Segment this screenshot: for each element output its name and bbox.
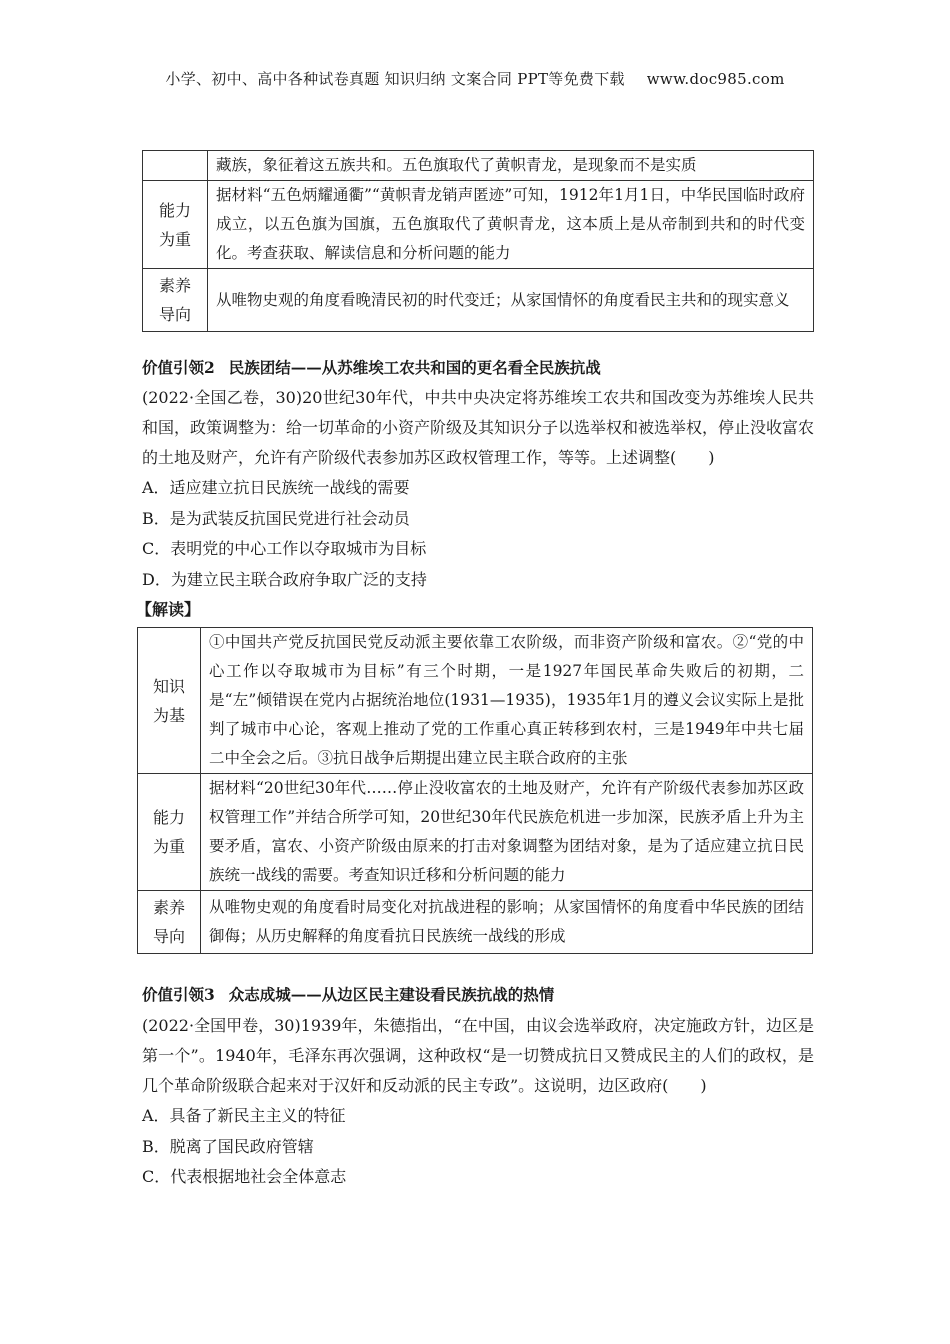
question-stem: (2022·全国乙卷，30)20世纪30年代，中共中央决定将苏维埃工农共和国改变为苏维埃人民共和国，政策调整为：给一切革命的小资产阶级及其知识分子以选举权和被选举权，停止没收富农的土地及财产，允许有产阶级代表参加苏区政权管理工作，等等。上述调整( ) [142,388,815,467]
table-cell-text: 从唯物史观的角度看晚清民初的时代变迁；从家国情怀的角度看民主共和的现实意义 [208,269,814,332]
option-c: C．表明党的中心工作以夺取城市为目标 [142,539,427,558]
table-cell-text: 据材料“20世纪30年代……停止没收富农的土地及财产，允许有产阶级代表参加苏区政权管理工作”并结合所学可知，20世纪30年代民族危机进一步加深，民族矛盾上升为主要矛盾，富农、小资产阶级由原来的打击对象调整为团结对象，是为了适应建立抗日民族统一战线的需要。考查知识迁移和分析问题的能力 [201,774,813,891]
table-row [138,891,813,954]
row-label-line: 素养 [152,898,185,917]
question2 [142,383,814,595]
table-row [143,151,814,181]
row-label-line: 为重 [152,837,185,856]
row-label [143,269,208,332]
page-header [0,68,950,89]
table-cell-empty [143,151,208,181]
table-row [138,774,813,891]
section-title [142,984,814,1006]
row-label-line: 能力 [158,200,191,220]
row-label-line: 素养 [158,276,191,295]
option-a: A．适应建立抗日民族统一战线的需要 [142,478,410,497]
row-label [138,628,201,774]
section3 [142,984,814,1006]
header-text: 小学、初中、高中各种试卷真题 知识归纳 文案合同 PPT等免费下载 [165,70,625,88]
row-label-line: 为基 [152,705,185,725]
table-cell-text: 据材料“五色炳耀通衢”“黄帜青龙销声匿迹”可知，1912年1月1日，中华民国临时政府成立，以五色旗为国旗，五色旗取代了黄帜青龙，这本质上是从帝制到共和的时代变化。考查获取、解读信息和分析问题的能力 [208,181,814,269]
row-label-line: 能力 [152,808,185,827]
table1 [142,150,814,332]
row-label-line: 导向 [158,305,191,324]
section-label: 价值引领2 [142,358,215,377]
section-heading: 民族团结——从苏维埃工农共和国的更名看全民族抗战 [228,358,601,377]
question3 [142,1011,814,1193]
section-label: 价值引领3 [142,985,215,1004]
table-row [143,269,814,332]
row-label-line: 为重 [158,229,191,249]
table-row [143,181,814,269]
option-b: B．脱离了国民政府管辖 [142,1136,314,1156]
section-heading: 众志成城——从边区民主建设看民族抗战的热情 [228,985,555,1004]
section2 [142,357,814,379]
table-cell-text: 藏族，象征着这五族共和。五色旗取代了黄帜青龙，是现象而不是实质 [208,151,814,181]
option-d: D．为建立民主联合政府争取广泛的支持 [142,569,427,589]
table-row [138,628,813,774]
row-label [143,181,208,269]
section-title [142,357,814,379]
table1-wrapper [142,150,814,332]
table2-wrapper [137,627,813,954]
option-a: A．具备了新民主主义的特征 [142,1106,346,1125]
jiedu-heading: 【解读】 [136,600,201,619]
jiedu-wrapper [136,597,200,623]
option-c: C．代表根据地社会全体意志 [142,1167,347,1186]
table-cell-text: ①中国共产党反抗国民党反动派主要依靠工农阶级，而非资产阶级和富农。②“党的中心工作以夺取城市为目标”有三个时期，一是1927年国民革命失败后的初期，二是“左”倾错误在党内占据统治地位(1931—1935)，1935年1月的遵义会议实际上是批判了城市中心论，客观上推动了党的工作重心真正转移到农村，三是1949年中共七届二中全会之后。③抗日战争后期提出建立民主联合政府的主张 [201,628,813,774]
row-label [138,774,201,891]
question-stem: (2022·全国甲卷，30)1939年，朱德指出，“在中国，由议会选举政府，决定施政方针，边区是第一个”。1940年，毛泽东再次强调，这种政权“是一切赞成抗日又赞成民主的人们的政权，是几个革命阶级联合起来对于汉奸和反动派的民主专政”。这说明，边区政府( ) [142,1016,814,1095]
option-b: B．是为武装反抗国民党进行社会动员 [142,508,410,528]
row-label-line: 知识 [152,676,185,696]
row-label [138,891,201,954]
table-cell-text: 从唯物史观的角度看时局变化对抗战进程的影响；从家国情怀的角度看中华民族的团结御侮；从历史解释的角度看抗日民族统一战线的形成 [201,891,813,954]
row-label-line: 导向 [152,927,185,946]
header-site-link[interactable]: www.doc985.com [646,70,785,88]
table2 [137,627,813,954]
